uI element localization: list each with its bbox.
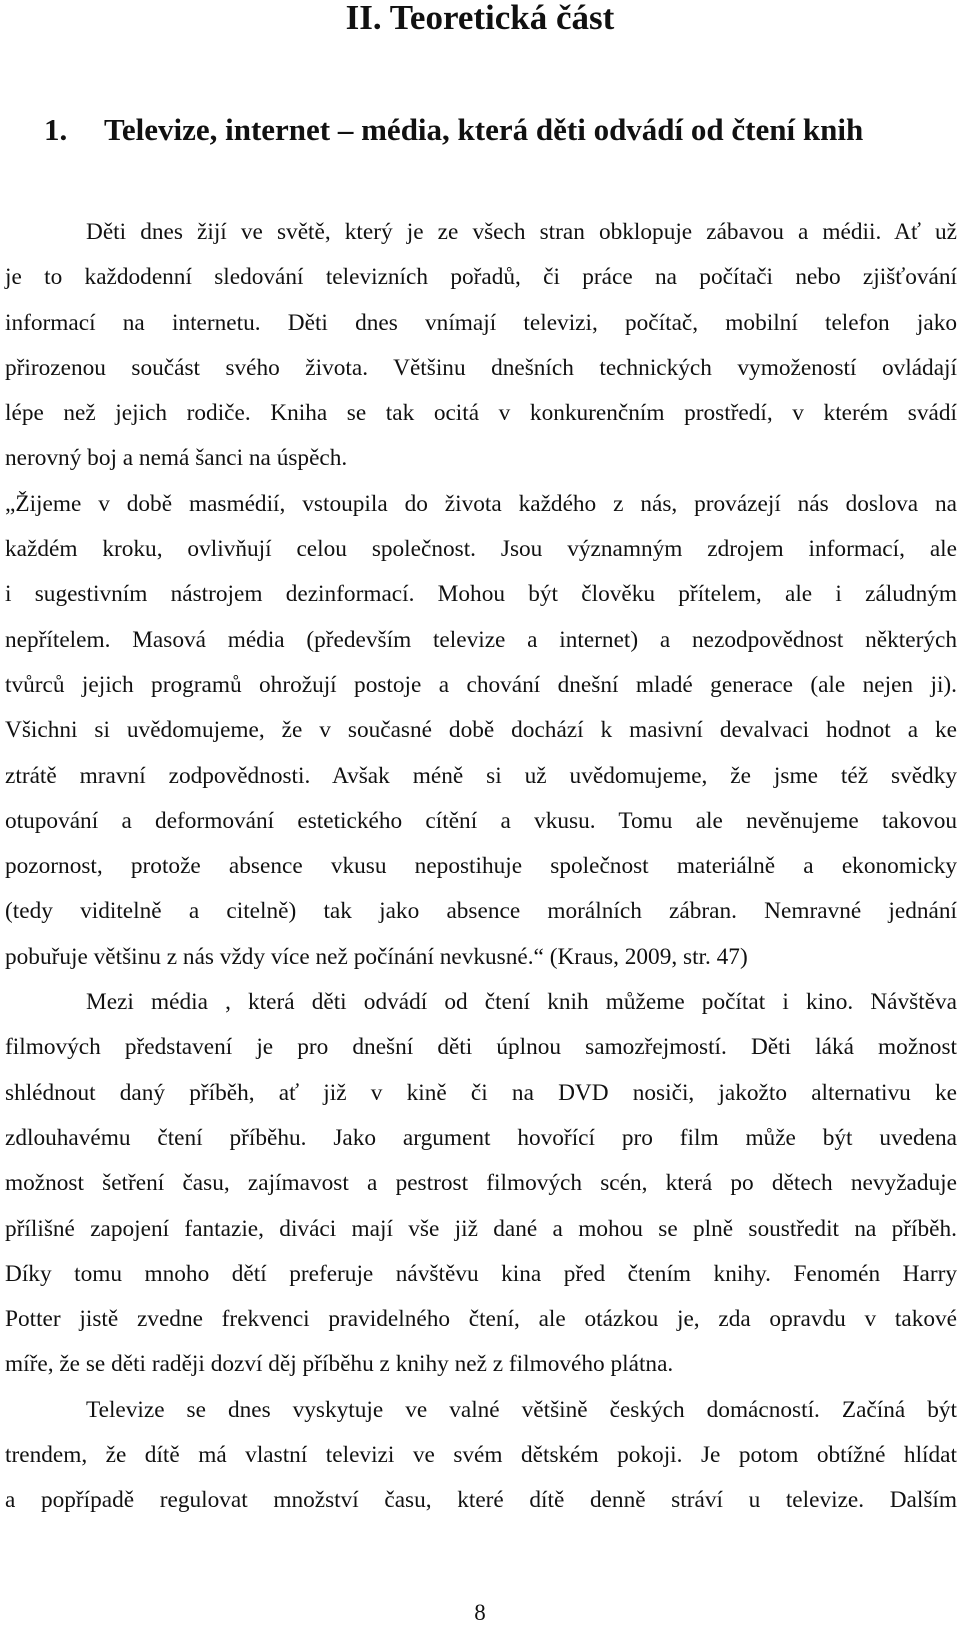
text-line: otupování a deformování estetického cítění a vkusu. Tomu ale nevěnujeme takovou	[5, 807, 957, 834]
text-line: ztrátě mravní zodpovědnosti. Avšak méně si už uvědomujeme, že jsme též svědky	[5, 762, 957, 789]
paragraph-television	[5, 1388, 957, 1524]
text-line: trendem, že dítě má vlastní televizi ve svém dětském pokoji. Je potom obtížné hlídat	[5, 1442, 957, 1469]
text-line: a popřípadě regulovat množství času, které dítě denně stráví u televize. Dalším	[5, 1487, 957, 1514]
text-line: nerovný boj a nemá šanci na úspěch.	[5, 445, 348, 472]
text-line: přirozenou součást svého života. Většinu dnešních technických vymožeností ovládají	[5, 354, 957, 381]
part-title: II. Teoretická část	[345, 0, 615, 37]
text-line: každém kroku, ovlivňují celou společnost. Jsou významným zdrojem informací, ale	[5, 536, 957, 563]
page-number: 8	[474, 1600, 486, 1625]
text-line: shlédnout daný příběh, ať již v kině či na DVD nosiči, jakožto alternativu ke	[5, 1079, 957, 1106]
text-line: pobuřuje většinu z nás vždy více než počínání nevkusné.“ (Kraus, 2009, str. 47)	[5, 943, 748, 970]
chapter-title: Televize, internet – média, která děti odvádí od čtení knih	[104, 112, 864, 147]
text-line: Děti dnes žijí ve světě, který je ze všech stran obklopuje zábavou a médii. Ať už	[86, 219, 957, 245]
text-line: Díky tomu mnoho dětí preferuje návštěvu kina před čtením knihy. Fenomén Harry	[5, 1260, 957, 1287]
text-line: Televize se dnes vyskytuje ve valné většině českých domácností. Začíná být	[86, 1396, 957, 1423]
text-line: pozornost, protože absence vkusu nepostihuje společnost materiálně a ekonomicky	[5, 853, 957, 880]
text-line: je to každodenní sledování televizních pořadů, či práce na počítači nebo zjišťování	[5, 264, 957, 291]
body-text	[5, 210, 957, 1524]
paragraph-quote	[5, 482, 957, 980]
text-line: zdlouhavému čtení příběhu. Jako argument hovořící pro film může být uvedena	[5, 1124, 957, 1151]
text-line: nepřítelem. Masová média (především televize a internet) a nezodpovědnost některých	[5, 626, 957, 653]
paragraph-media-intro	[5, 210, 957, 482]
text-line: tvůrců jejich programů ohrožují postoje a chování dnešní mladé generace (ale nejen ji).	[5, 671, 957, 698]
text-line: „Žijeme v době masmédií, vstoupila do života každého z nás, provázejí nás doslova na	[5, 490, 957, 517]
text-line: filmových představení je pro dnešní děti úplnou samozřejmostí. Děti láká možnost	[5, 1034, 957, 1061]
text-line: Všichni si uvědomujeme, že v současné době dochází k masivní devalvaci hodnot a ke	[5, 717, 957, 744]
chapter-heading	[44, 108, 944, 152]
text-line: i sugestivním nástrojem dezinformací. Mohou být člověku přítelem, ale i záludným	[5, 581, 957, 608]
text-line: míře, že se děti raději dozví děj příběhu z knihy než z filmového plátna.	[5, 1351, 674, 1378]
text-line: přílišné zapojení fantazie, diváci mají vše již dané a mohou se plně soustředit na příběh.	[5, 1215, 957, 1242]
text-line: možnost šetření času, zajímavost a pestrost filmových scén, která po dětech nevyžaduje	[5, 1170, 957, 1197]
text-line: lépe než jejich rodiče. Kniha se tak ocitá v konkurenčním prostředí, v kterém svádí	[5, 400, 957, 427]
text-line: informací na internetu. Děti dnes vnímají televizi, počítač, mobilní telefon jako	[5, 309, 957, 336]
chapter-number: 1.	[44, 112, 68, 147]
text-line: Potter jistě zvedne frekvenci pravidelného čtení, ale otázkou je, zda opravdu v takové	[5, 1306, 957, 1333]
paragraph-cinema	[5, 980, 957, 1388]
text-line: Mezi média , která děti odvádí od čtení knih můžeme počítat i kino. Návštěva	[86, 989, 957, 1016]
text-line: (tedy viditelně a citelně) tak jako absence morálních zábran. Nemravné jednání	[5, 898, 957, 925]
